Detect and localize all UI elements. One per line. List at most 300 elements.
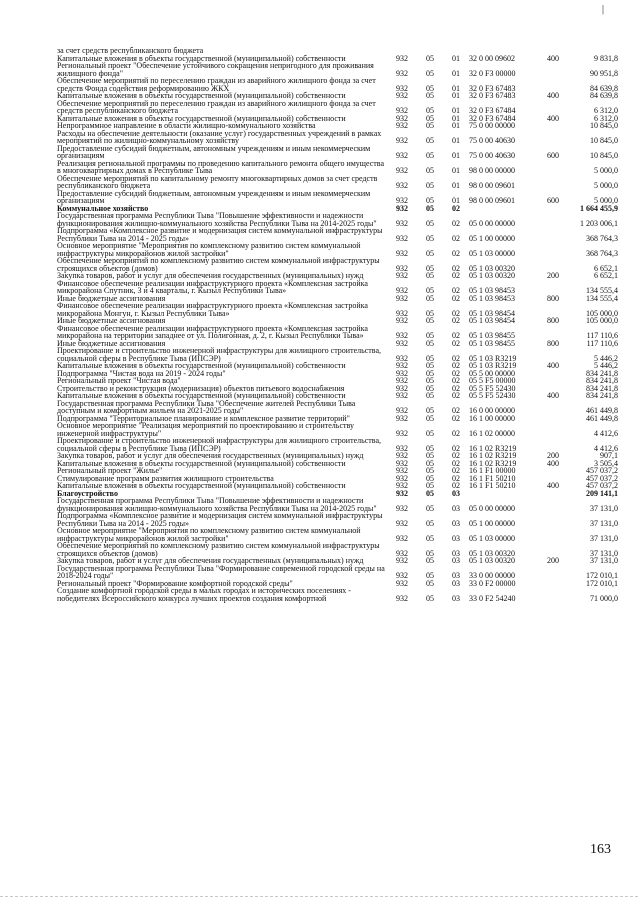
- row-expense-type-code: [539, 325, 567, 340]
- row-subsection-code: 02: [452, 331, 460, 340]
- row-name: Подпрограмма «Комплексное развитие и модернизация систем коммунальной инфраструктуры Республики Тыва на 2014 - 2025 годы»: [57, 511, 383, 528]
- row-subsection-code: 03: [452, 548, 460, 558]
- row-ved-code: 932: [396, 361, 408, 370]
- row-name: Региональный проект "Формирование комфортной городской среды": [57, 578, 293, 588]
- row-name: Основное мероприятие "Мероприятия по комплексному развитию систем коммунальной инфраструктуры микрорайонов жилой застройки": [57, 241, 361, 258]
- table-row: [57, 527, 618, 542]
- row-subsection-code: 02: [452, 383, 460, 393]
- row-amount: 4 412,6: [594, 428, 618, 438]
- row-section-code: 05: [426, 593, 434, 603]
- table-row: [57, 347, 618, 362]
- row-amount: 6 652,1: [594, 271, 618, 280]
- row-section-code: 05: [426, 458, 434, 468]
- table-row: [57, 482, 618, 490]
- row-subsection-code: 02: [452, 406, 460, 415]
- row-name: Основное мероприятие "Мероприятия по комплексному развитию систем коммунальной инфраструктуры микрорайонов жилой застройки": [57, 526, 361, 543]
- row-section-code: 05: [426, 548, 434, 558]
- row-expense-type-code: [539, 280, 567, 295]
- row-target-article-code: 05 5 F5 52430: [469, 383, 516, 393]
- row-name: Финансовое обеспечение реализации инфраструктурного проекта «Комплексная застройка микрорайона Монгун, г. Кызыл Республики Тыва»: [57, 301, 368, 318]
- row-target-article-code: 05 1 03 00000: [469, 248, 515, 258]
- row-expense-type-code: [539, 580, 567, 588]
- row-amount: 37 131,0: [590, 503, 618, 513]
- row-name: Капитальные вложения в объекты государственной (муниципальной) собственности: [57, 113, 346, 123]
- row-section-code: 05: [426, 203, 434, 213]
- row-amount: 368 764,3: [586, 248, 618, 258]
- row-subsection-code: 01: [452, 121, 460, 130]
- page-bottom-rule: [0, 896, 638, 897]
- row-ved-code: 932: [396, 578, 408, 588]
- row-ved-code: 932: [396, 203, 408, 213]
- row-expense-type-code: 800: [547, 293, 559, 303]
- row-section-code: 05: [426, 286, 434, 295]
- row-section-code: 05: [426, 361, 434, 370]
- row-ved-code: 932: [396, 556, 408, 565]
- row-target-article-code: 05 5 F5 52430: [469, 391, 516, 400]
- row-amount: 84 639,8: [590, 83, 618, 93]
- row-target-article-code: 16 1 F1 50210: [469, 473, 516, 483]
- row-section-code: 05: [426, 151, 434, 160]
- row-amount: 834 241,8: [586, 376, 618, 385]
- row-target-article-code: 05 1 03 98454: [469, 316, 515, 325]
- row-section-code: 05: [426, 218, 434, 228]
- row-subsection-code: 01: [452, 106, 460, 115]
- row-name: за счет средств республиканского бюджета: [57, 46, 204, 55]
- row-amount: 834 241,8: [586, 368, 618, 378]
- row-subsection-code: 01: [452, 83, 460, 93]
- row-name: Реализация региональной программы по проведению капитального ремонта общего имущества в многоквартирных домах в Республике Тыва: [57, 158, 384, 175]
- row-ved-code: 932: [396, 331, 408, 340]
- row-expense-type-code: [539, 587, 567, 602]
- row-subsection-code: 02: [452, 293, 460, 303]
- row-expense-type-code: 400: [547, 481, 559, 490]
- row-name: Обеспечение мероприятий по комплексному развитию систем коммунальной инфраструктуры строящихся объектов (домов): [57, 541, 380, 558]
- row-section-code: 05: [426, 166, 434, 175]
- row-section-code: 05: [426, 533, 434, 543]
- row-target-article-code: 05 0 00 00000: [469, 218, 515, 228]
- row-expense-type-code: [539, 242, 567, 257]
- row-expense-type-code: [539, 212, 567, 227]
- row-amount: 209 141,1: [586, 488, 618, 498]
- row-target-article-code: 05 1 00 00000: [469, 518, 515, 528]
- row-expense-type-code: 400: [547, 113, 559, 123]
- row-amount: 90 951,8: [590, 68, 618, 78]
- row-amount: 84 639,8: [590, 91, 618, 100]
- row-name: Закупка товаров, работ и услуг для обеспечения государственных (муниципальных) нужд: [57, 556, 364, 565]
- row-ved-code: 932: [396, 286, 408, 295]
- row-name: Создание комфортной городской среды в малых городах и исторических поселениях - победителях Всероссийского конкурса лучших проектов создания комфортной: [57, 586, 351, 603]
- row-ved-code: 932: [396, 548, 408, 558]
- row-expense-type-code: [539, 400, 567, 415]
- row-section-code: 05: [426, 488, 434, 498]
- row-section-code: 05: [426, 91, 434, 100]
- row-section-code: 05: [426, 578, 434, 588]
- table-row: [57, 62, 618, 77]
- row-amount: 1 664 455,9: [580, 203, 618, 213]
- table-row: [57, 257, 618, 272]
- row-section-code: 05: [426, 83, 434, 93]
- row-subsection-code: 02: [452, 376, 460, 385]
- table-row: [57, 587, 618, 602]
- table-row: [57, 100, 618, 115]
- row-ved-code: 932: [396, 503, 408, 513]
- row-ved-code: 932: [396, 466, 408, 475]
- budget-table: [57, 47, 618, 602]
- row-subsection-code: 03: [452, 518, 460, 528]
- row-subsection-code: 03: [452, 533, 460, 543]
- row-name: Иные бюджетные ассигнования: [57, 338, 166, 348]
- row-expense-type-code: [539, 542, 567, 557]
- row-target-article-code: 05 5 00 00000: [469, 368, 515, 378]
- row-section-code: 05: [426, 503, 434, 513]
- table-row: [57, 190, 618, 205]
- row-subsection-code: 02: [452, 263, 460, 273]
- row-target-article-code: 32 0 F3 67483: [469, 91, 516, 100]
- row-target-article-code: 05 1 03 00320: [469, 548, 515, 558]
- row-target-article-code: 75 0 00 00000: [469, 121, 515, 130]
- row-name: Региональный проект "Обеспечение устойчивого сокращения непригодного для проживания жилищного фонда": [57, 61, 374, 78]
- row-amount: 37 131,0: [590, 518, 618, 528]
- row-section-code: 05: [426, 68, 434, 78]
- row-section-code: 05: [426, 248, 434, 258]
- row-name: Непрограммное направление в области жилищно-коммунального хозяйства: [57, 121, 316, 130]
- row-subsection-code: 02: [452, 218, 460, 228]
- row-amount: 457 037,2: [586, 473, 618, 483]
- row-name: Государственная программа Республики Тыва "Повышение эффективности и надежности функционирования жилищно-коммунального хозяйства Республики Тыва на 2014-2025 годы": [57, 211, 377, 228]
- row-name: Государственная программа Республики Тыва "Повышение эффективности и надежности функционирования жилищно-коммунального хозяйства Республики Тыва на 2014-2025 годы": [57, 496, 377, 513]
- row-name: Коммунальное хозяйство: [57, 203, 149, 213]
- row-name: Благоустройство: [57, 488, 118, 498]
- row-target-article-code: 75 0 00 40630: [469, 136, 515, 145]
- row-expense-type-code: 600: [547, 196, 559, 205]
- row-ved-code: 932: [396, 121, 408, 130]
- row-amount: 1 203 006,1: [580, 218, 618, 228]
- row-name: Закупка товаров, работ и услуг для обеспечения государственных (муниципальных) нужд: [57, 451, 364, 460]
- row-amount: 71 000,0: [590, 593, 618, 603]
- row-expense-type-code: 400: [547, 458, 559, 468]
- row-ved-code: 932: [396, 151, 408, 160]
- row-target-article-code: 98 0 00 09601: [469, 196, 515, 205]
- row-target-article-code: 05 1 03 98455: [469, 338, 515, 348]
- row-expense-type-code: [539, 415, 567, 423]
- row-name: Подпрограмма "Территориальное планирование и комплексное развитие территорий": [57, 413, 350, 423]
- row-section-code: 05: [426, 293, 434, 303]
- row-ved-code: 932: [396, 233, 408, 243]
- row-section-code: 05: [426, 473, 434, 483]
- row-expense-type-code: [539, 490, 567, 498]
- row-ved-code: 932: [396, 533, 408, 543]
- table-row: [57, 400, 618, 415]
- row-subsection-code: 02: [452, 481, 460, 490]
- row-amount: 457 037,2: [586, 466, 618, 475]
- row-subsection-code: 02: [452, 248, 460, 258]
- page-number: 163: [590, 842, 611, 857]
- row-name: Подпрограмма «Комплексное развитие и модернизация систем коммунальной инфраструктуры Республики Тыва на 2014 - 2025 годы»: [57, 226, 383, 243]
- row-subsection-code: 01: [452, 166, 460, 175]
- row-expense-type-code: [539, 62, 567, 77]
- row-ved-code: 932: [396, 443, 408, 453]
- row-section-code: 05: [426, 113, 434, 123]
- row-target-article-code: 05 1 03 R3219: [469, 361, 517, 370]
- row-expense-type-code: [539, 497, 567, 512]
- row-amount: 457 037,2: [586, 481, 618, 490]
- row-subsection-code: 02: [452, 413, 460, 423]
- row-subsection-code: 02: [452, 286, 460, 295]
- table-row: [57, 242, 618, 257]
- row-amount: 10 845,0: [590, 151, 618, 160]
- row-amount: 368 764,3: [586, 233, 618, 243]
- row-section-code: 05: [426, 481, 434, 490]
- row-name: Капитальные вложения в объекты государственной (муниципальной) собственности: [57, 91, 346, 100]
- row-ved-code: 932: [396, 308, 408, 318]
- row-ved-code: 932: [396, 196, 408, 205]
- row-target-article-code: 05 1 03 00000: [469, 533, 515, 543]
- row-expense-type-code: [539, 77, 567, 92]
- row-target-article-code: 05 1 03 98453: [469, 293, 515, 303]
- row-subsection-code: 01: [452, 136, 460, 145]
- row-amount: 907,1: [600, 451, 618, 460]
- row-target-article-code: 98 0 00 09601: [469, 181, 515, 190]
- budget-table-body: [57, 47, 618, 602]
- row-name: Региональный проект "Чистая вода": [57, 376, 181, 385]
- row-subsection-code: 02: [452, 353, 460, 363]
- row-ved-code: 932: [396, 263, 408, 273]
- row-subsection-code: 03: [452, 571, 460, 580]
- row-amount: 105 000,0: [586, 316, 618, 325]
- row-amount: 10 845,0: [590, 121, 618, 130]
- row-name: Капитальные вложения в объекты государственной (муниципальной) собственности: [57, 361, 346, 370]
- row-name: Предоставление субсидий бюджетным, автономным учреждениям и иным некоммерческим организациям: [57, 143, 371, 160]
- row-name: Иные бюджетные ассигнования: [57, 316, 166, 325]
- row-subsection-code: 02: [452, 391, 460, 400]
- row-subsection-code: 03: [452, 503, 460, 513]
- row-expense-type-code: [539, 205, 567, 213]
- row-amount: 9 831,8: [594, 53, 618, 63]
- row-amount: 172 010,1: [586, 571, 618, 580]
- row-amount: 834 241,8: [586, 383, 618, 393]
- row-name: Проектирование и строительство инженерной инфраструктуры для жилищного строительства, социальной сферы в Республике Тыва (ИПСЭР): [57, 346, 382, 363]
- row-ved-code: 932: [396, 106, 408, 115]
- row-section-code: 05: [426, 338, 434, 348]
- row-target-article-code: 16 0 00 00000: [469, 406, 515, 415]
- row-target-article-code: 16 1 00 00000: [469, 413, 515, 423]
- row-target-article-code: 16 1 02 R3219: [469, 443, 517, 453]
- row-subsection-code: 01: [452, 196, 460, 205]
- row-expense-type-code: 800: [547, 338, 559, 348]
- row-name: Обеспечение мероприятий по переселению граждан из аварийного жилищного фонда за счет средств республиканского бюджета: [57, 98, 376, 115]
- row-subsection-code: 03: [452, 593, 460, 603]
- row-target-article-code: 05 1 03 98454: [469, 308, 515, 318]
- row-amount: 4 412,6: [594, 443, 618, 453]
- row-section-code: 05: [426, 106, 434, 115]
- row-subsection-code: 01: [452, 113, 460, 123]
- row-section-code: 05: [426, 316, 434, 325]
- row-subsection-code: 02: [452, 368, 460, 378]
- row-subsection-code: 02: [452, 451, 460, 460]
- row-amount: 117 110,6: [586, 338, 618, 348]
- row-section-code: 05: [426, 121, 434, 130]
- row-ved-code: 932: [396, 83, 408, 93]
- row-name: Обеспечение мероприятий по капитальному ремонту многоквартирных домов за счет средств республиканского бюджета: [57, 173, 378, 190]
- row-section-code: 05: [426, 383, 434, 393]
- row-ved-code: 932: [396, 488, 408, 498]
- row-target-article-code: 05 1 03 00320: [469, 263, 515, 273]
- row-amount: 6 652,1: [594, 263, 618, 273]
- row-subsection-code: 03: [452, 556, 460, 565]
- row-expense-type-code: [539, 302, 567, 317]
- row-expense-type-code: 200: [547, 556, 559, 565]
- row-expense-type-code: 600: [547, 151, 559, 160]
- row-section-code: 05: [426, 428, 434, 438]
- row-section-code: 05: [426, 376, 434, 385]
- row-expense-type-code: [539, 422, 567, 437]
- row-subsection-code: 02: [452, 308, 460, 318]
- row-name: Закупка товаров, работ и услуг для обеспечения государственных (муниципальных) нужд: [57, 271, 364, 280]
- table-row: [57, 512, 618, 527]
- row-amount: 5 000,0: [594, 181, 618, 190]
- table-row: [57, 325, 618, 340]
- row-name: Проектирование и строительство инженерной инфраструктуры для жилищного строительства, социальной сферы в Республике Тыва (ИПСЭР): [57, 436, 382, 453]
- row-section-code: 05: [426, 391, 434, 400]
- row-amount: 461 449,8: [586, 413, 618, 423]
- row-ved-code: 932: [396, 136, 408, 145]
- row-ved-code: 932: [396, 53, 408, 63]
- table-row: [57, 280, 618, 295]
- row-subsection-code: 02: [452, 203, 460, 213]
- row-amount: 461 449,8: [586, 406, 618, 415]
- row-subsection-code: 02: [452, 361, 460, 370]
- table-row: [57, 497, 618, 512]
- row-name: Строительство и реконструкция (модернизация) объектов питьевого водоснабжения: [57, 383, 345, 393]
- table-row: [57, 437, 618, 452]
- row-ved-code: 932: [396, 293, 408, 303]
- row-target-article-code: [469, 205, 539, 213]
- table-row: [57, 77, 618, 92]
- row-expense-type-code: 400: [547, 53, 559, 63]
- row-target-article-code: 05 1 03 00320: [469, 556, 515, 565]
- table-row: [57, 145, 618, 160]
- row-target-article-code: 33 0 00 00000: [469, 571, 515, 580]
- row-expense-type-code: [539, 527, 567, 542]
- row-target-article-code: 32 0 00 09602: [469, 53, 515, 63]
- row-subsection-code: 01: [452, 53, 460, 63]
- row-name: Государственная программа Республики Тыва "Обеспечение жителей Республики Тыва доступным и комфортным жильем на 2021-2025 годы": [57, 398, 356, 415]
- row-subsection-code: 01: [452, 151, 460, 160]
- row-ved-code: 932: [396, 218, 408, 228]
- row-ved-code: 932: [396, 91, 408, 100]
- row-name: Расходы на обеспечение деятельности (оказание услуг) государственных учреждений в рамках мероприятий по жилищно-коммунальному хозяйству: [57, 128, 382, 145]
- row-target-article-code: 32 0 F3 67483: [469, 83, 516, 93]
- table-row: [57, 130, 618, 145]
- row-name: Обеспечение мероприятий по комплексному развитию систем коммунальной инфраструктуры строящихся объектов (домов): [57, 256, 380, 273]
- row-ved-code: 932: [396, 68, 408, 78]
- table-row: [57, 212, 618, 227]
- row-name: Основное мероприятие "Реализация мероприятий по проектированию и строительству инженерной инфраструктуры": [57, 421, 354, 438]
- row-ved-code: 932: [396, 181, 408, 190]
- row-expense-type-code: 200: [547, 451, 559, 460]
- row-amount: 172 010,1: [586, 578, 618, 588]
- row-amount: 5 000,0: [594, 166, 618, 175]
- row-section-code: 05: [426, 181, 434, 190]
- row-name: Капитальные вложения в объекты государственной (муниципальной) собственности: [57, 53, 346, 63]
- row-amount: 105 000,0: [586, 308, 618, 318]
- row-section-code: 05: [426, 353, 434, 363]
- row-ved-code: 932: [396, 248, 408, 258]
- row-name: Подпрограмма "Чистая вода на 2019 - 2024 годы": [57, 368, 226, 378]
- row-expense-type-code: [539, 227, 567, 242]
- row-amount: 37 131,0: [590, 556, 618, 565]
- row-target-article-code: 33 0 F2 00000: [469, 578, 516, 588]
- row-section-code: 05: [426, 271, 434, 280]
- row-amount: 134 555,4: [586, 286, 618, 295]
- page-corner-mark: |: [602, 4, 605, 15]
- row-subsection-code: 02: [452, 271, 460, 280]
- row-ved-code: 932: [396, 413, 408, 423]
- row-target-article-code: 75 0 00 40630: [469, 151, 515, 160]
- row-ved-code: 932: [396, 368, 408, 378]
- row-target-article-code: 05 1 03 98453: [469, 286, 515, 295]
- row-section-code: 05: [426, 571, 434, 580]
- row-expense-type-code: [539, 122, 567, 130]
- row-ved-code: 932: [396, 166, 408, 175]
- row-section-code: 05: [426, 518, 434, 528]
- row-amount: 6 312,0: [594, 106, 618, 115]
- row-section-code: 05: [426, 413, 434, 423]
- row-expense-type-code: 200: [547, 271, 559, 280]
- row-amount: 5 446,2: [594, 361, 618, 370]
- row-amount: 134 555,4: [586, 293, 618, 303]
- row-ved-code: 932: [396, 271, 408, 280]
- row-target-article-code: 05 5 F5 00000: [469, 376, 516, 385]
- row-target-article-code: 16 1 F1 50210: [469, 481, 516, 490]
- row-expense-type-code: [539, 347, 567, 362]
- row-expense-type-code: [539, 175, 567, 190]
- row-subsection-code: 02: [452, 233, 460, 243]
- row-target-article-code: 33 0 F2 54240: [469, 593, 516, 603]
- row-section-code: 05: [426, 263, 434, 273]
- row-section-code: 05: [426, 451, 434, 460]
- row-target-article-code: 16 1 02 R3219: [469, 458, 517, 468]
- row-amount: 5 000,0: [594, 196, 618, 205]
- row-expense-type-code: [539, 370, 567, 378]
- row-ved-code: 932: [396, 571, 408, 580]
- table-row: [57, 227, 618, 242]
- table-row: [57, 175, 618, 190]
- row-ved-code: 932: [396, 316, 408, 325]
- table-row: [57, 302, 618, 317]
- row-name: Региональный проект "Жилье": [57, 466, 163, 475]
- row-ved-code: 932: [396, 451, 408, 460]
- table-row: [57, 542, 618, 557]
- row-subsection-code: 02: [452, 316, 460, 325]
- row-expense-type-code: [539, 437, 567, 452]
- row-target-article-code: 16 1 F1 00000: [469, 466, 516, 475]
- row-subsection-code: 02: [452, 473, 460, 483]
- row-subsection-code: 02: [452, 466, 460, 475]
- row-target-article-code: 16 1 02 00000: [469, 428, 515, 438]
- row-subsection-code: 01: [452, 91, 460, 100]
- row-ved-code: 932: [396, 458, 408, 468]
- row-expense-type-code: [539, 100, 567, 115]
- row-name: Финансовое обеспечение реализации инфраструктурного проекта «Комплексная застройка микрорайона Спутник, 3 и 4 кварталы, г. Кызыл Республики Тыва»: [57, 278, 368, 295]
- row-name: Капитальные вложения в объекты государственной (муниципальной) собственности: [57, 391, 346, 400]
- row-name: Предоставление субсидий бюджетным, автономным учреждениям и иным некоммерческим организациям: [57, 188, 371, 205]
- row-amount: 5 446,2: [594, 353, 618, 363]
- row-target-article-code: 05 0 00 00000: [469, 503, 515, 513]
- table-row: [57, 422, 618, 437]
- row-subsection-code: 01: [452, 181, 460, 190]
- row-ved-code: 932: [396, 428, 408, 438]
